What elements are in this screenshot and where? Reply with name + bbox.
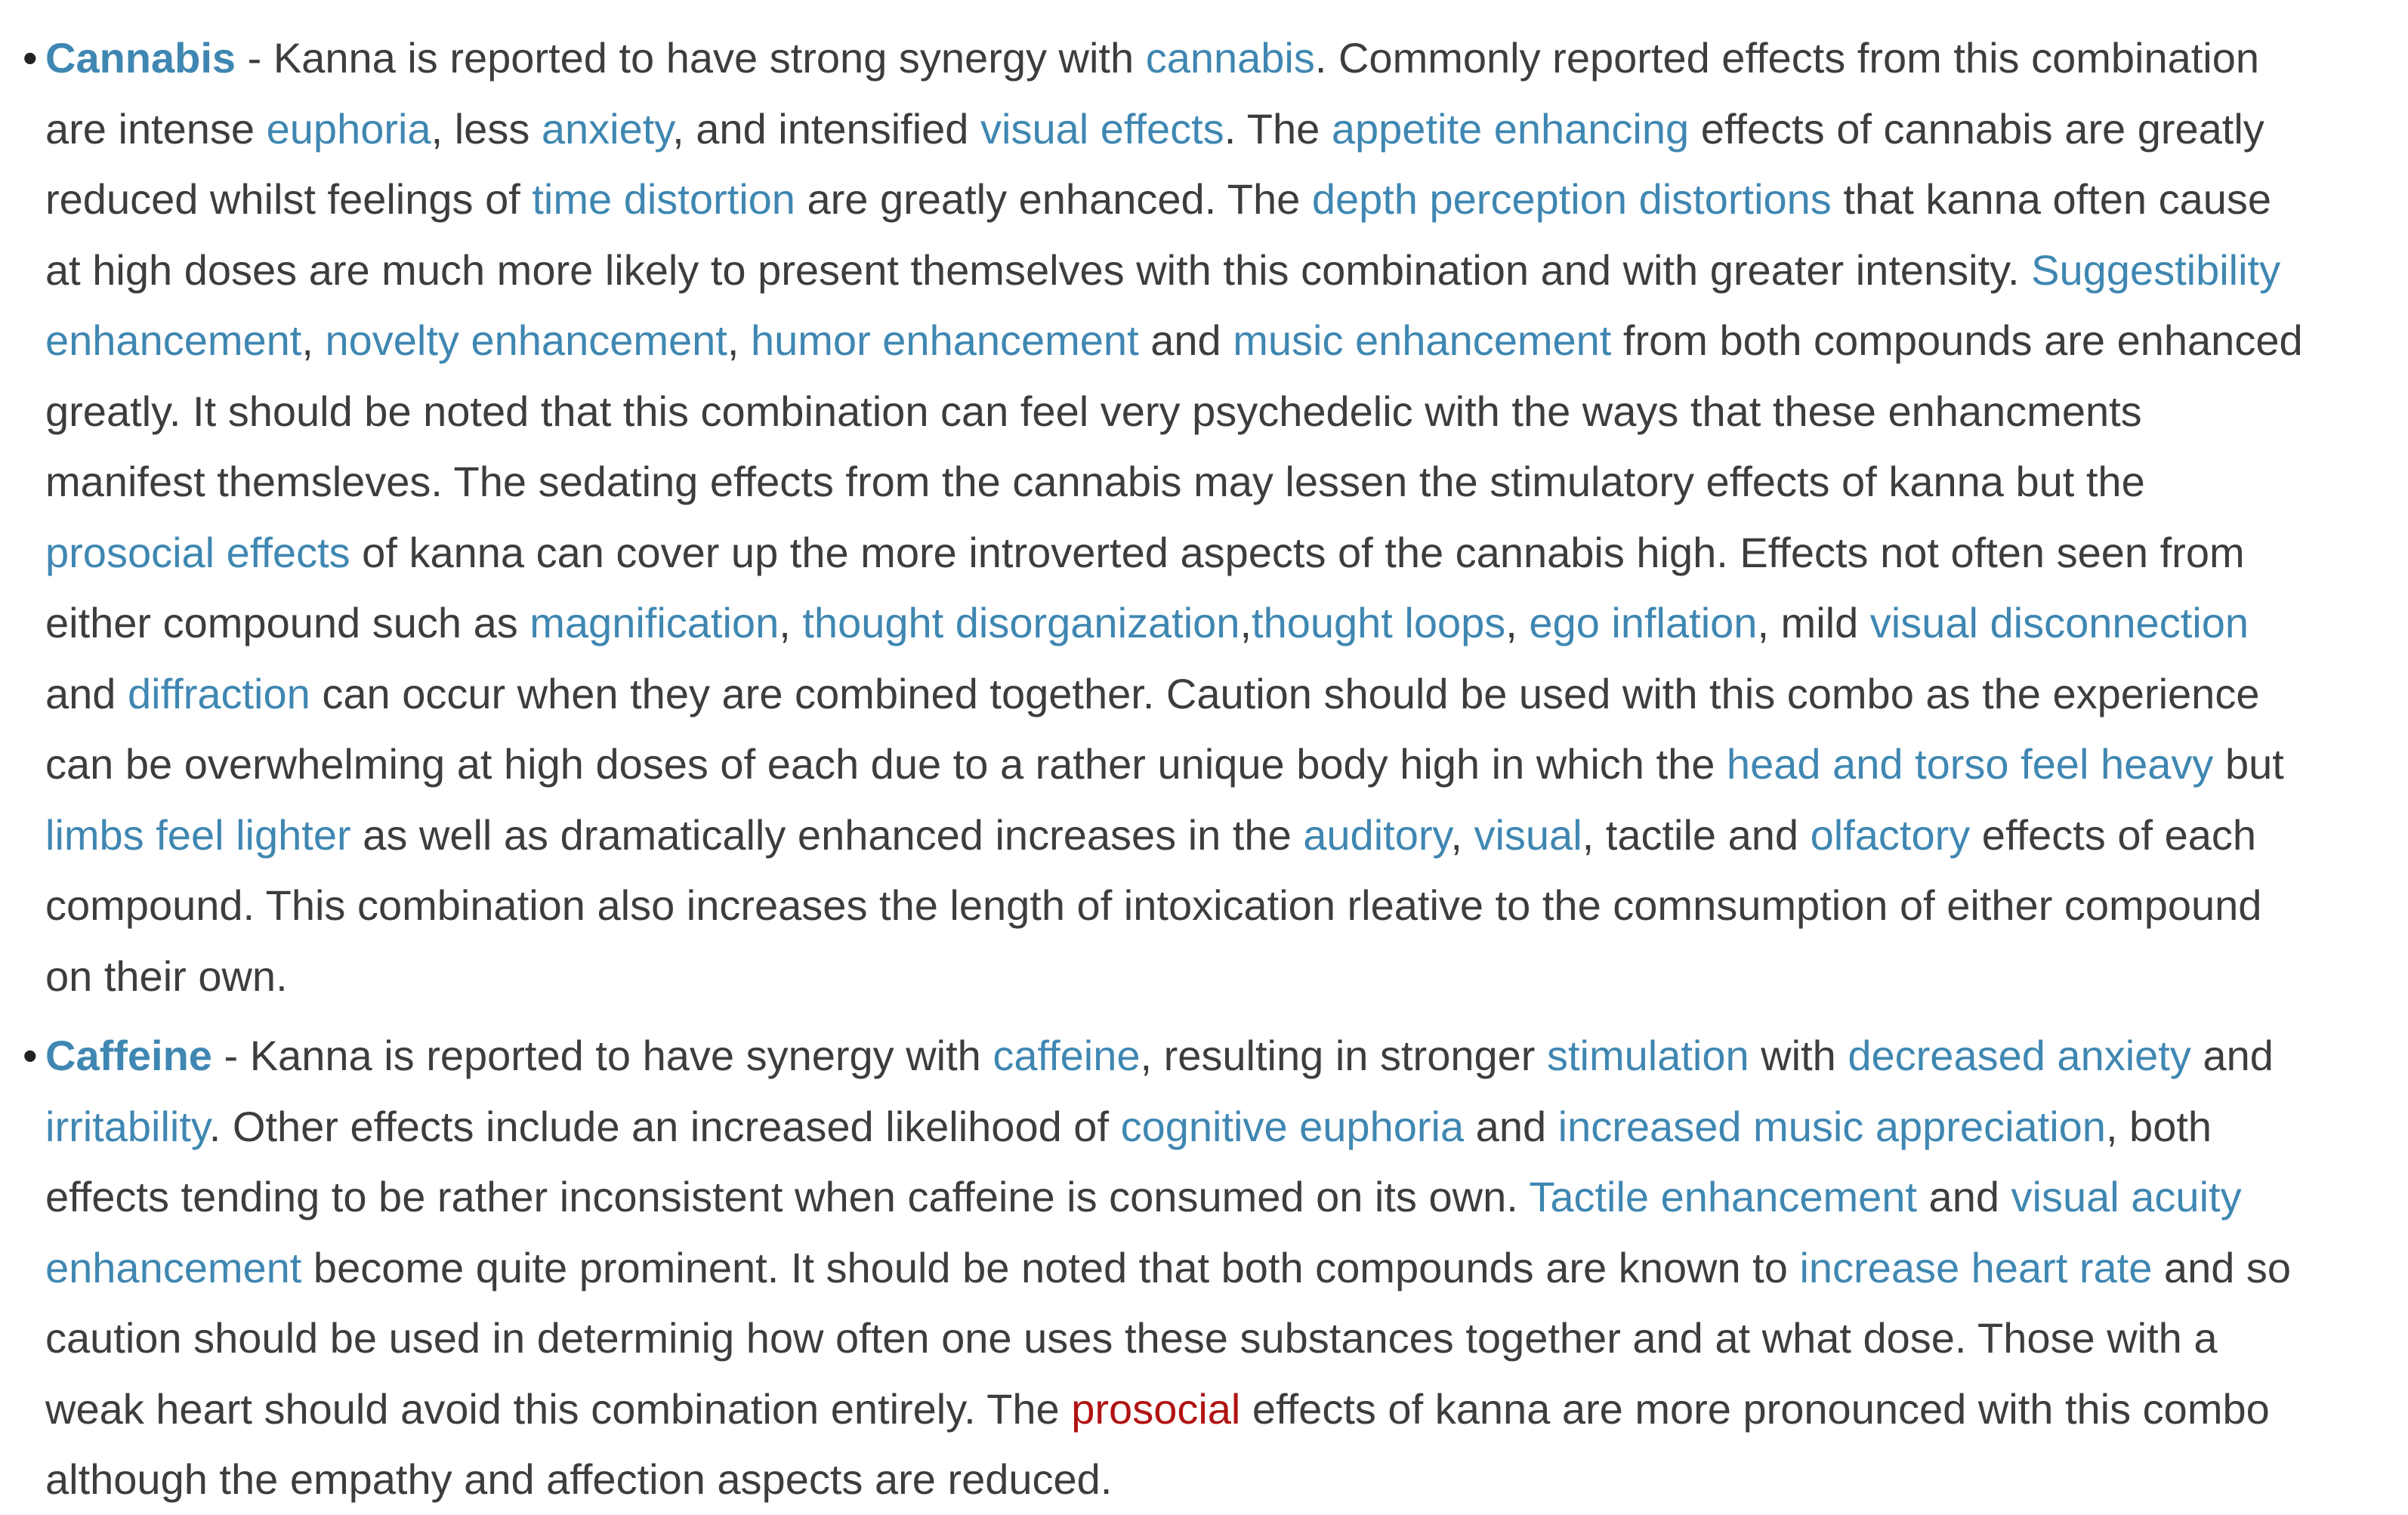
link-enhancement[interactable]: enhancement <box>45 316 302 364</box>
text-line <box>45 446 2408 517</box>
text-line <box>45 1374 2408 1445</box>
link-visual-effects[interactable]: visual effects <box>980 104 1224 153</box>
link-increased-music-appreciation[interactable]: increased music appreciation <box>1557 1102 2106 1150</box>
list-item-caffeine <box>23 1020 2408 1515</box>
link-thought-loops[interactable]: thought loops <box>1252 599 1506 646</box>
text-run: manifest themsleves. The sedating effects from the cannabis may lessen the stimulatory effects of kanna but the <box>45 458 2145 505</box>
link-anxiety[interactable]: anxiety <box>541 104 673 153</box>
link-appetite-enhancing[interactable]: appetite enhancing <box>1331 104 1690 153</box>
link-irritability[interactable]: irritability <box>45 1102 209 1150</box>
text-line <box>45 1020 2408 1091</box>
text-run: as well as dramatically enhanced increases in the <box>350 810 1304 859</box>
text-run: weak heart should avoid this combination entirely. The <box>45 1384 1072 1433</box>
text-run: effects of each <box>1970 810 2257 859</box>
text-line <box>45 235 2408 306</box>
text-run: and <box>1916 1173 2011 1220</box>
text-run: from both compounds are enhanced <box>1611 316 2303 364</box>
link-cannabis[interactable]: Cannabis <box>45 34 236 82</box>
text-run: with <box>1749 1032 1848 1079</box>
link-cannabis[interactable]: cannabis <box>1145 34 1315 82</box>
link-magnification[interactable]: magnification <box>529 599 780 646</box>
text-line <box>45 729 2408 800</box>
link-visual-disconnection[interactable]: visual disconnection <box>1869 599 2249 646</box>
text-run: greatly. It should be noted that this combination can feel very psychedelic with the ways that these enhancments <box>45 387 2142 435</box>
bullet-icon: • <box>23 1032 38 1079</box>
text-run: , both <box>2105 1102 2212 1150</box>
text-line <box>45 1444 2408 1515</box>
link-prosocial[interactable]: prosocial <box>1071 1384 1241 1433</box>
text-run: , tactile and <box>1582 810 1811 859</box>
link-enhancement[interactable]: enhancement <box>45 1243 302 1291</box>
text-run: - Kanna is reported to have strong synergy with <box>236 34 1146 82</box>
text-run: can be overwhelming at high doses of each due to a rather unique body high in which the <box>45 740 1727 788</box>
bullet-icon: • <box>23 34 38 82</box>
link-tactile-enhancement[interactable]: Tactile enhancement <box>1529 1173 1917 1220</box>
text-run: either compound such as <box>45 599 530 646</box>
item-text <box>45 1020 2408 1515</box>
text-line <box>45 1162 2408 1233</box>
text-run: and <box>2190 1032 2274 1079</box>
text-run: and <box>1138 316 1233 364</box>
text-run: , <box>1505 599 1530 646</box>
link-visual-acuity[interactable]: visual acuity <box>2011 1173 2242 1220</box>
text-run: on their own. <box>45 952 288 1000</box>
link-euphoria[interactable]: euphoria <box>266 104 431 153</box>
link-caffeine[interactable]: Caffeine <box>45 1032 212 1079</box>
link-head-and-torso-feel-heavy[interactable]: head and torso feel heavy <box>1726 740 2214 788</box>
link-diffraction[interactable]: diffraction <box>128 669 310 717</box>
text-line <box>45 376 2408 447</box>
text-run: effects of cannabis are greatly <box>1689 104 2264 153</box>
link-depth-perception-distortions[interactable]: depth perception distortions <box>1311 175 1832 223</box>
text-run: are intense <box>45 104 267 153</box>
text-run: , <box>301 316 326 364</box>
link-caffeine[interactable]: caffeine <box>993 1032 1141 1079</box>
text-run: . Commonly reported effects from this combination <box>1314 34 2260 82</box>
link-time-distortion[interactable]: time distortion <box>532 175 795 223</box>
text-line <box>45 305 2408 376</box>
text-line <box>45 1303 2408 1374</box>
text-run: effects of kanna are more pronounced with this combo <box>1240 1384 2270 1433</box>
link-thought-disorganization[interactable]: thought disorganization <box>802 599 1240 646</box>
text-run: become quite prominent. It should be noted that both compounds are known to <box>301 1243 1800 1291</box>
text-run: and <box>1464 1102 1558 1150</box>
text-line <box>45 588 2408 659</box>
text-run: and so <box>2152 1243 2292 1291</box>
link-auditory[interactable]: auditory <box>1303 810 1451 859</box>
text-line <box>45 941 2408 1012</box>
link-visual[interactable]: visual <box>1474 810 1582 859</box>
text-run: - Kanna is reported to have synergy with <box>211 1032 993 1079</box>
text-run: but <box>2213 740 2284 788</box>
list-item-cannabis <box>23 23 2408 1011</box>
link-suggestibility[interactable]: Suggestibility <box>2031 245 2281 294</box>
text-run: . Other effects include an increased likelihood of <box>208 1102 1121 1150</box>
text-line <box>45 870 2408 941</box>
link-decreased-anxiety[interactable]: decreased anxiety <box>1848 1032 2191 1079</box>
text-run: caution should be used in determinig how often one uses these substances together and at what dose. Those with a <box>45 1314 2218 1362</box>
text-line <box>45 1091 2408 1162</box>
text-line <box>45 23 2408 94</box>
text-run: effects tending to be rather inconsistent when caffeine is consumed on its own. <box>45 1173 1530 1220</box>
text-run: and <box>45 669 128 717</box>
text-run: , mild <box>1757 599 1870 646</box>
link-increase-heart-rate[interactable]: increase heart rate <box>1799 1243 2153 1291</box>
link-prosocial-effects[interactable]: prosocial effects <box>45 528 350 576</box>
link-novelty-enhancement[interactable]: novelty enhancement <box>325 316 727 364</box>
text-line <box>45 800 2408 871</box>
link-cognitive-euphoria[interactable]: cognitive euphoria <box>1120 1102 1465 1150</box>
item-text <box>45 23 2408 1011</box>
text-line <box>45 517 2408 588</box>
link-music-enhancement[interactable]: music enhancement <box>1233 316 1612 364</box>
text-run: reduced whilst feelings of <box>45 175 533 223</box>
text-run: , <box>1240 599 1252 646</box>
text-run: , <box>1450 810 1474 859</box>
text-run: are greatly enhanced. The <box>795 175 1312 223</box>
text-line <box>45 94 2408 165</box>
text-run: , <box>727 316 751 364</box>
text-run: , less <box>431 104 542 153</box>
text-run: compound. This combination also increases the length of intoxication rleative to the comnsumption of either compound <box>45 881 2262 929</box>
link-olfactory[interactable]: olfactory <box>1810 810 1971 859</box>
text-line <box>45 164 2408 235</box>
text-run: . The <box>1224 104 1332 153</box>
link-stimulation[interactable]: stimulation <box>1546 1032 1749 1079</box>
text-run: although the empathy and affection aspects are reduced. <box>45 1455 1113 1503</box>
link-ego-inflation[interactable]: ego inflation <box>1529 599 1758 646</box>
link-limbs-feel-lighter[interactable]: limbs feel lighter <box>45 810 351 859</box>
text-run: can occur when they are combined together. Caution should be used with this combo as the experience <box>310 669 2260 717</box>
text-line <box>45 1233 2408 1304</box>
text-line <box>45 659 2408 730</box>
interaction-list <box>23 23 2408 1515</box>
text-run: at high doses are much more likely to present themselves with this combination and with greater intensity. <box>45 245 2032 294</box>
text-run: of kanna can cover up the more introverted aspects of the cannabis high. Effects not often seen from <box>350 528 2245 576</box>
link-humor-enhancement[interactable]: humor enhancement <box>750 316 1139 364</box>
text-run: , <box>779 599 803 646</box>
text-run: , resulting in stronger <box>1140 1032 1547 1079</box>
text-run: , and intensified <box>672 104 980 153</box>
text-run: that kanna often cause <box>1831 175 2272 223</box>
